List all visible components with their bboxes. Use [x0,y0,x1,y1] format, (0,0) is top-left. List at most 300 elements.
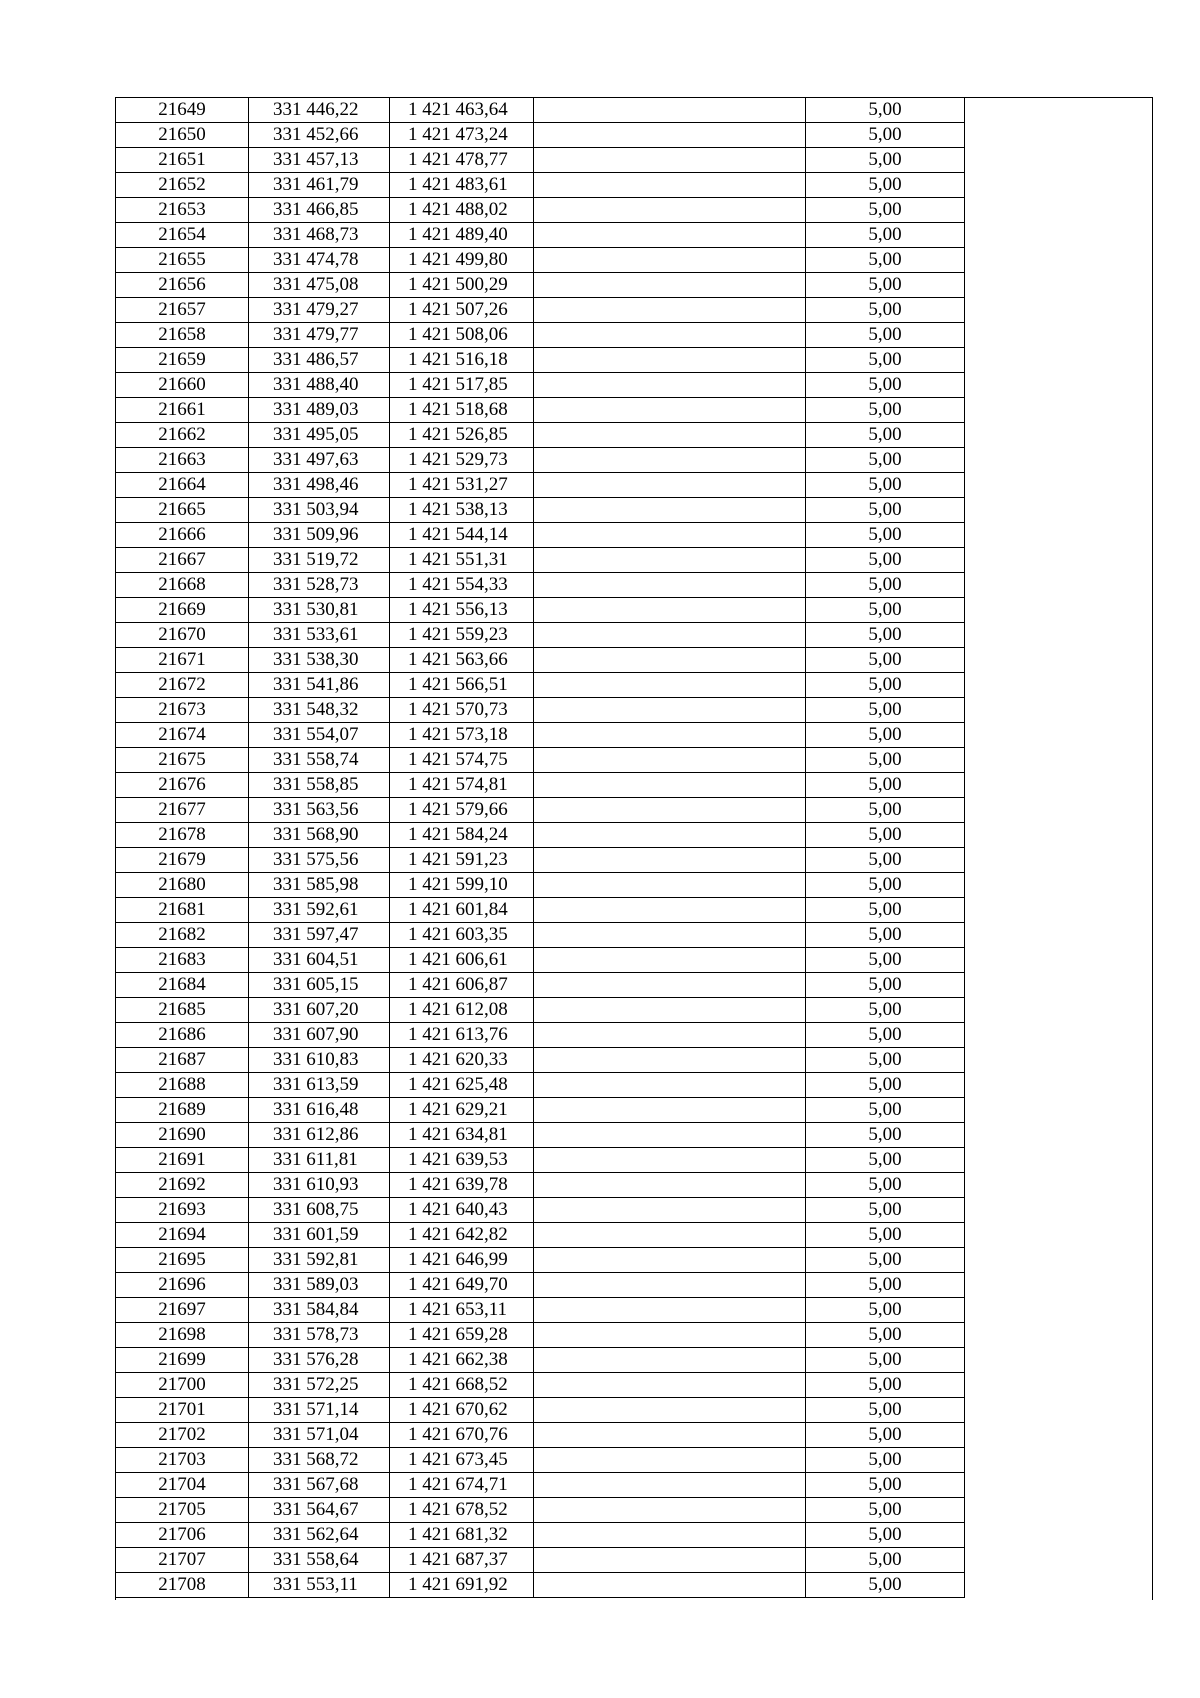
point-number-cell: 21652 [116,173,249,198]
value-cell: 5,00 [806,748,965,773]
point-number-cell: 21678 [116,823,249,848]
x-coordinate-cell: 331 616,48 [249,1098,390,1123]
value-cell: 5,00 [806,248,965,273]
table-row [116,698,1152,723]
value-cell: 5,00 [806,298,965,323]
point-number-cell: 21664 [116,473,249,498]
point-number-cell: 21690 [116,1123,249,1148]
y-coordinate-cell: 1 421 629,21 [390,1098,534,1123]
y-coordinate-cell: 1 421 639,53 [390,1148,534,1173]
blank-cell [965,198,1152,223]
blank-cell [965,923,1152,948]
value-cell: 5,00 [806,1398,965,1423]
blank-cell [534,173,806,198]
table-row [116,973,1152,998]
table-row [116,1198,1152,1223]
x-coordinate-cell: 331 530,81 [249,598,390,623]
blank-cell [965,348,1152,373]
table-row [116,1348,1152,1373]
value-cell: 5,00 [806,1248,965,1273]
blank-cell [534,1298,806,1323]
blank-cell [965,523,1152,548]
blank-cell [534,998,806,1023]
x-coordinate-cell: 331 509,96 [249,523,390,548]
point-number-cell: 21702 [116,1423,249,1448]
table-row [116,198,1152,223]
blank-cell [534,1248,806,1273]
blank-cell [534,523,806,548]
x-coordinate-cell: 331 592,81 [249,1248,390,1273]
point-number-cell: 21684 [116,973,249,998]
table-row [116,223,1152,248]
table-row [116,373,1152,398]
point-number-cell: 21686 [116,1023,249,1048]
blank-cell [534,448,806,473]
y-coordinate-cell: 1 421 606,87 [390,973,534,998]
point-number-cell: 21700 [116,1373,249,1398]
blank-cell [534,1398,806,1423]
point-number-cell: 21699 [116,1348,249,1373]
value-cell: 5,00 [806,548,965,573]
point-number-cell: 21680 [116,873,249,898]
value-cell: 5,00 [806,723,965,748]
value-cell: 5,00 [806,148,965,173]
y-coordinate-cell: 1 421 518,68 [390,398,534,423]
value-cell: 5,00 [806,1273,965,1298]
value-cell: 5,00 [806,498,965,523]
value-cell: 5,00 [806,173,965,198]
blank-cell [965,898,1152,923]
x-coordinate-cell: 331 466,85 [249,198,390,223]
table-row [116,898,1152,923]
blank-cell [965,973,1152,998]
blank-cell [965,948,1152,973]
x-coordinate-cell: 331 498,46 [249,473,390,498]
y-coordinate-cell: 1 421 516,18 [390,348,534,373]
x-coordinate-cell: 331 604,51 [249,948,390,973]
y-coordinate-cell: 1 421 579,66 [390,798,534,823]
value-cell: 5,00 [806,798,965,823]
point-number-cell: 21665 [116,498,249,523]
table-row [116,1123,1152,1148]
y-coordinate-cell: 1 421 556,13 [390,598,534,623]
blank-cell [534,323,806,348]
blank-cell [534,1473,806,1498]
value-cell: 5,00 [806,1173,965,1198]
x-coordinate-cell: 331 503,94 [249,498,390,523]
blank-cell [534,298,806,323]
blank-cell [965,1473,1152,1498]
y-coordinate-cell: 1 421 670,62 [390,1398,534,1423]
blank-cell [965,1448,1152,1473]
table-row [116,1148,1152,1173]
blank-cell [534,1548,806,1573]
blank-cell [534,223,806,248]
value-cell: 5,00 [806,1148,965,1173]
y-coordinate-cell: 1 421 649,70 [390,1273,534,1298]
value-cell: 5,00 [806,973,965,998]
y-coordinate-cell: 1 421 573,18 [390,723,534,748]
blank-cell [534,548,806,573]
x-coordinate-cell: 331 584,84 [249,1298,390,1323]
value-cell: 5,00 [806,1298,965,1323]
point-number-cell: 21705 [116,1498,249,1523]
point-number-cell: 21669 [116,598,249,623]
value-cell: 5,00 [806,448,965,473]
blank-cell [534,148,806,173]
blank-cell [534,1223,806,1248]
point-number-cell: 21708 [116,1573,249,1598]
point-number-cell: 21651 [116,148,249,173]
blank-cell [534,473,806,498]
value-cell: 5,00 [806,673,965,698]
blank-cell [534,1323,806,1348]
blank-cell [534,773,806,798]
table-row [116,948,1152,973]
blank-cell [534,1448,806,1473]
blank-cell [965,848,1152,873]
x-coordinate-cell: 331 564,67 [249,1498,390,1523]
table-row [116,1273,1152,1298]
point-number-cell: 21701 [116,1398,249,1423]
blank-cell [965,98,1152,123]
blank-cell [965,248,1152,273]
x-coordinate-cell: 331 567,68 [249,1473,390,1498]
point-number-cell: 21661 [116,398,249,423]
table-row [116,1398,1152,1423]
y-coordinate-cell: 1 421 668,52 [390,1373,534,1398]
y-coordinate-cell: 1 421 670,76 [390,1423,534,1448]
value-cell: 5,00 [806,398,965,423]
blank-cell [965,1123,1152,1148]
blank-cell [965,1298,1152,1323]
x-coordinate-cell: 331 528,73 [249,573,390,598]
blank-cell [534,1073,806,1098]
blank-cell [534,1423,806,1448]
y-coordinate-cell: 1 421 563,66 [390,648,534,673]
table-row [116,1473,1152,1498]
blank-cell [965,773,1152,798]
blank-cell [965,1173,1152,1198]
blank-cell [534,923,806,948]
value-cell: 5,00 [806,98,965,123]
point-number-cell: 21675 [116,748,249,773]
point-number-cell: 21681 [116,898,249,923]
x-coordinate-cell: 331 475,08 [249,273,390,298]
x-coordinate-cell: 331 611,81 [249,1148,390,1173]
blank-cell [965,1273,1152,1298]
blank-cell [534,198,806,223]
point-number-cell: 21676 [116,773,249,798]
y-coordinate-cell: 1 421 507,26 [390,298,534,323]
x-coordinate-cell: 331 558,64 [249,1548,390,1573]
value-cell: 5,00 [806,1498,965,1523]
point-number-cell: 21687 [116,1048,249,1073]
x-coordinate-cell: 331 495,05 [249,423,390,448]
point-number-cell: 21670 [116,623,249,648]
x-coordinate-cell: 331 601,59 [249,1223,390,1248]
y-coordinate-cell: 1 421 566,51 [390,673,534,698]
blank-cell [534,273,806,298]
x-coordinate-cell: 331 613,59 [249,1073,390,1098]
point-number-cell: 21695 [116,1248,249,1273]
x-coordinate-cell: 331 563,56 [249,798,390,823]
point-number-cell: 21689 [116,1098,249,1123]
x-coordinate-cell: 331 589,03 [249,1273,390,1298]
x-coordinate-cell: 331 568,90 [249,823,390,848]
blank-cell [534,748,806,773]
blank-cell [534,823,806,848]
value-cell: 5,00 [806,348,965,373]
blank-cell [965,173,1152,198]
blank-cell [965,273,1152,298]
blank-cell [965,1148,1152,1173]
blank-cell [534,348,806,373]
value-cell: 5,00 [806,223,965,248]
table-row [116,273,1152,298]
y-coordinate-cell: 1 421 554,33 [390,573,534,598]
blank-cell [965,873,1152,898]
point-number-cell: 21703 [116,1448,249,1473]
value-cell: 5,00 [806,998,965,1023]
table-row [116,723,1152,748]
value-cell: 5,00 [806,598,965,623]
table-row [116,348,1152,373]
value-cell: 5,00 [806,323,965,348]
x-coordinate-cell: 331 479,77 [249,323,390,348]
y-coordinate-cell: 1 421 687,37 [390,1548,534,1573]
blank-cell [534,623,806,648]
x-coordinate-cell: 331 538,30 [249,648,390,673]
table-row [116,173,1152,198]
blank-cell [534,1573,806,1598]
table-row [116,1323,1152,1348]
table-row [116,748,1152,773]
blank-cell [965,598,1152,623]
y-coordinate-cell: 1 421 517,85 [390,373,534,398]
blank-cell [534,798,806,823]
table-row [116,1173,1152,1198]
x-coordinate-cell: 331 578,73 [249,1323,390,1348]
blank-cell [534,1523,806,1548]
table-row [116,598,1152,623]
blank-cell [965,1323,1152,1348]
point-number-cell: 21654 [116,223,249,248]
x-coordinate-cell: 331 608,75 [249,1198,390,1223]
value-cell: 5,00 [806,773,965,798]
coordinate-table [115,97,1153,1600]
value-cell: 5,00 [806,1223,965,1248]
blank-cell [965,1048,1152,1073]
value-cell: 5,00 [806,1373,965,1398]
y-coordinate-cell: 1 421 639,78 [390,1173,534,1198]
table-row [116,823,1152,848]
value-cell: 5,00 [806,123,965,148]
value-cell: 5,00 [806,623,965,648]
point-number-cell: 21667 [116,548,249,573]
y-coordinate-cell: 1 421 681,32 [390,1523,534,1548]
blank-cell [534,1148,806,1173]
value-cell: 5,00 [806,1073,965,1098]
table-row [116,1498,1152,1523]
blank-cell [965,1548,1152,1573]
y-coordinate-cell: 1 421 478,77 [390,148,534,173]
x-coordinate-cell: 331 468,73 [249,223,390,248]
point-number-cell: 21692 [116,1173,249,1198]
y-coordinate-cell: 1 421 678,52 [390,1498,534,1523]
x-coordinate-cell: 331 576,28 [249,1348,390,1373]
blank-cell [534,698,806,723]
table-row [116,1548,1152,1573]
x-coordinate-cell: 331 585,98 [249,873,390,898]
table-row [116,1048,1152,1073]
blank-cell [534,423,806,448]
value-cell: 5,00 [806,373,965,398]
table-row [116,1023,1152,1048]
value-cell: 5,00 [806,848,965,873]
blank-cell [965,1498,1152,1523]
blank-cell [965,1348,1152,1373]
table-row [116,298,1152,323]
blank-cell [534,973,806,998]
table-row [116,573,1152,598]
blank-cell [965,1373,1152,1398]
y-coordinate-cell: 1 421 642,82 [390,1223,534,1248]
blank-cell [965,1523,1152,1548]
table-row [116,548,1152,573]
blank-cell [965,1248,1152,1273]
blank-cell [965,373,1152,398]
point-number-cell: 21677 [116,798,249,823]
y-coordinate-cell: 1 421 691,92 [390,1573,534,1598]
table-row [116,1573,1152,1598]
blank-cell [965,398,1152,423]
blank-cell [965,448,1152,473]
x-coordinate-cell: 331 612,86 [249,1123,390,1148]
point-number-cell: 21668 [116,573,249,598]
y-coordinate-cell: 1 421 489,40 [390,223,534,248]
y-coordinate-cell: 1 421 483,61 [390,173,534,198]
x-coordinate-cell: 331 558,74 [249,748,390,773]
blank-cell [534,1098,806,1123]
table-row [116,923,1152,948]
table-row [116,873,1152,898]
y-coordinate-cell: 1 421 634,81 [390,1123,534,1148]
point-number-cell: 21659 [116,348,249,373]
point-number-cell: 21691 [116,1148,249,1173]
value-cell: 5,00 [806,1198,965,1223]
y-coordinate-cell: 1 421 613,76 [390,1023,534,1048]
table-row [116,773,1152,798]
y-coordinate-cell: 1 421 544,14 [390,523,534,548]
table-row [116,423,1152,448]
table-row [116,448,1152,473]
blank-cell [534,498,806,523]
blank-cell [534,898,806,923]
y-coordinate-cell: 1 421 659,28 [390,1323,534,1348]
x-coordinate-cell: 331 607,90 [249,1023,390,1048]
x-coordinate-cell: 331 474,78 [249,248,390,273]
value-cell: 5,00 [806,1048,965,1073]
x-coordinate-cell: 331 497,63 [249,448,390,473]
point-number-cell: 21698 [116,1323,249,1348]
blank-cell [534,398,806,423]
table-row [116,623,1152,648]
blank-cell [965,648,1152,673]
blank-cell [965,1423,1152,1448]
point-number-cell: 21660 [116,373,249,398]
table-row [116,148,1152,173]
blank-cell [534,373,806,398]
table-row [116,498,1152,523]
y-coordinate-cell: 1 421 499,80 [390,248,534,273]
y-coordinate-cell: 1 421 646,99 [390,1248,534,1273]
point-number-cell: 21662 [116,423,249,448]
y-coordinate-cell: 1 421 473,24 [390,123,534,148]
y-coordinate-cell: 1 421 653,11 [390,1298,534,1323]
value-cell: 5,00 [806,198,965,223]
point-number-cell: 21694 [116,1223,249,1248]
point-number-cell: 21663 [116,448,249,473]
value-cell: 5,00 [806,423,965,448]
y-coordinate-cell: 1 421 529,73 [390,448,534,473]
y-coordinate-cell: 1 421 526,85 [390,423,534,448]
value-cell: 5,00 [806,273,965,298]
x-coordinate-cell: 331 446,22 [249,98,390,123]
x-coordinate-cell: 331 533,61 [249,623,390,648]
blank-cell [534,98,806,123]
value-cell: 5,00 [806,1548,965,1573]
blank-cell [965,798,1152,823]
blank-cell [534,598,806,623]
blank-cell [965,1223,1152,1248]
point-number-cell: 21650 [116,123,249,148]
value-cell: 5,00 [806,1523,965,1548]
value-cell: 5,00 [806,1348,965,1373]
blank-cell [534,873,806,898]
point-number-cell: 21673 [116,698,249,723]
value-cell: 5,00 [806,1123,965,1148]
y-coordinate-cell: 1 421 531,27 [390,473,534,498]
table-row [116,1423,1152,1448]
value-cell: 5,00 [806,523,965,548]
table-row [116,648,1152,673]
table-row [116,523,1152,548]
table-row [116,1223,1152,1248]
y-coordinate-cell: 1 421 662,38 [390,1348,534,1373]
x-coordinate-cell: 331 554,07 [249,723,390,748]
blank-cell [534,1348,806,1373]
value-cell: 5,00 [806,573,965,598]
point-number-cell: 21697 [116,1298,249,1323]
value-cell: 5,00 [806,1448,965,1473]
blank-cell [534,123,806,148]
y-coordinate-cell: 1 421 640,43 [390,1198,534,1223]
blank-cell [534,1173,806,1198]
value-cell: 5,00 [806,823,965,848]
blank-cell [965,223,1152,248]
x-coordinate-cell: 331 572,25 [249,1373,390,1398]
x-coordinate-cell: 331 479,27 [249,298,390,323]
point-number-cell: 21707 [116,1548,249,1573]
blank-cell [534,1373,806,1398]
point-number-cell: 21658 [116,323,249,348]
blank-cell [965,748,1152,773]
blank-cell [965,1098,1152,1123]
x-coordinate-cell: 331 452,66 [249,123,390,148]
y-coordinate-cell: 1 421 601,84 [390,898,534,923]
table-row [116,1373,1152,1398]
